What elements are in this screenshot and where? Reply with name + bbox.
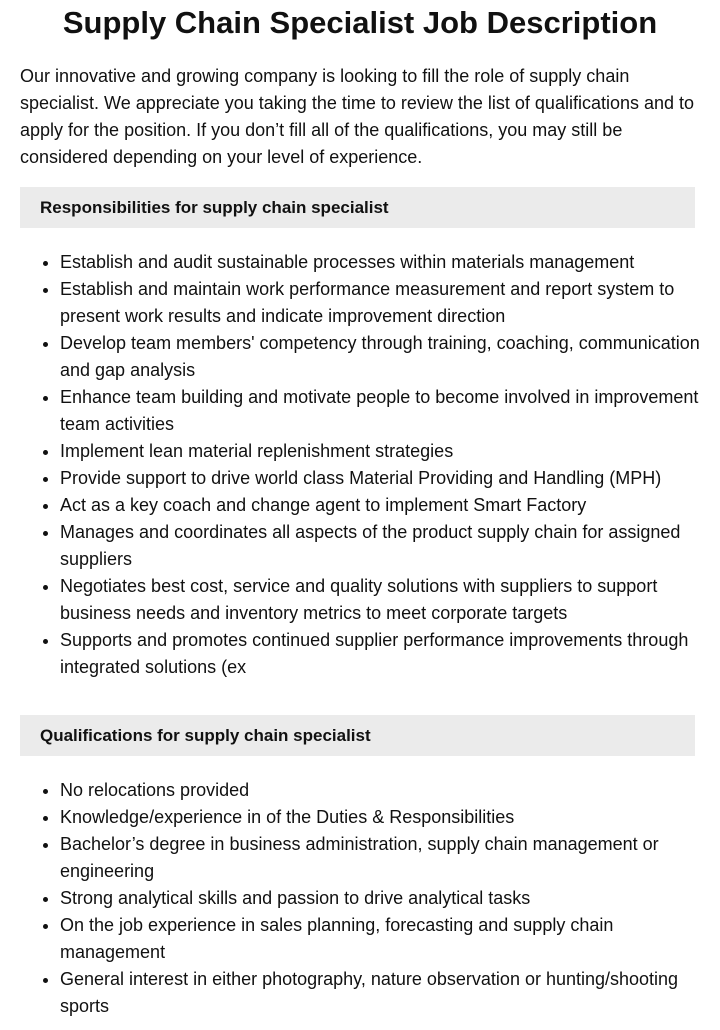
list-item: • Provide support to drive world class Material Providing and Handling (MPH) — [60, 465, 700, 492]
responsibilities-list — [20, 249, 700, 681]
list-item: • Strong analytical skills and passion to drive analytical tasks — [60, 885, 700, 912]
list-item: • Establish and audit sustainable processes within materials management — [60, 249, 700, 276]
intro-paragraph: Our innovative and growing company is looking to fill the role of supply chain specialist. We appreciate you taking the time to review the list of qualifications and to apply for the position. If you don’t fill all of the qualifications, you may still be considered depending on your level of experience. — [20, 66, 695, 167]
list-item: • Knowledge/experience in of the Duties & Responsibilities — [60, 804, 700, 831]
list-item: • Establish and maintain work performance measurement and report system to present work results and indicate improvement direction — [60, 276, 700, 330]
list-item: • Manages and coordinates all aspects of the product supply chain for assigned suppliers — [60, 519, 700, 573]
qualifications-heading: Qualifications for supply chain specialist — [20, 715, 695, 756]
list-item: • Bachelor’s degree in business administration, supply chain management or engineering — [60, 831, 700, 885]
list-item: • Supports and promotes continued supplier performance improvements through integrated solutions (ex — [60, 627, 700, 681]
list-item: • Enhance team building and motivate people to become involved in improvement team activities — [60, 384, 700, 438]
list-item: • Implement lean material replenishment strategies — [60, 438, 700, 465]
list-item: • Act as a key coach and change agent to implement Smart Factory — [60, 492, 700, 519]
list-item: • Develop team members' competency through training, coaching, communication and gap analysis — [60, 330, 700, 384]
list-item: • No relocations provided — [60, 777, 700, 804]
page-title: Supply Chain Specialist Job Description — [62, 5, 658, 40]
qualifications-list — [20, 777, 700, 1020]
list-item: • Negotiates best cost, service and quality solutions with suppliers to support business needs and inventory metrics to meet corporate targets — [60, 573, 700, 627]
list-item: • On the job experience in sales planning, forecasting and supply chain management — [60, 912, 700, 966]
responsibilities-heading: Responsibilities for supply chain specialist — [20, 187, 695, 228]
list-item: • General interest in either photography, nature observation or hunting/shooting sports — [60, 966, 700, 1020]
